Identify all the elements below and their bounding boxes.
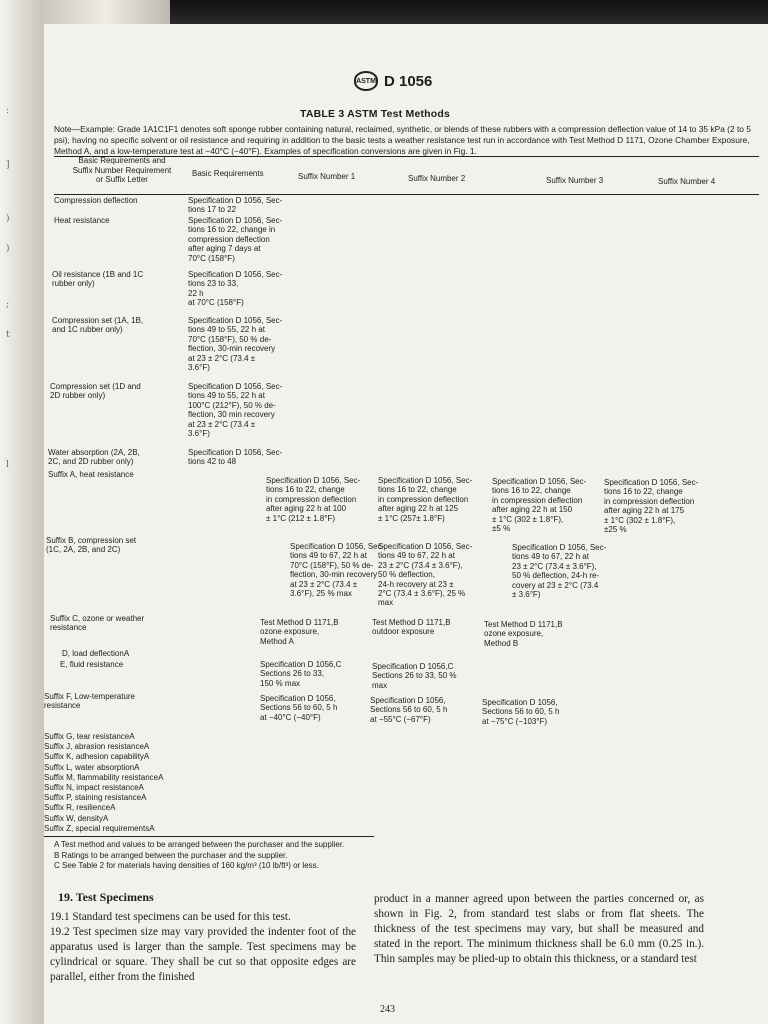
- basic-oil-resistance: Specification D 1056, Sec- tions 23 to 33, 22 h at 70°C (158°F): [188, 270, 283, 308]
- suffix-b-number-1: Specification D 1056, Sec- tions 49 to 67, 22 h at 70°C (158°F), 50 % de- flection, 30-min recovery at 23 ± 2°C (73.4 ± 3.6°F), 25 % max: [290, 542, 385, 599]
- row-label-suffix-a: Suffix A, heat resistance: [48, 470, 134, 479]
- column-header-basic: Basic Requirements: [192, 169, 264, 178]
- suffix-f-number-3: Specification D 1056, Sections 56 to 60, 5 h at −75°C (−103°F): [482, 698, 560, 726]
- column-header-requirement: Basic Requirements and Suffix Number Requirement or Suffix Letter: [72, 156, 172, 184]
- column-header-suffix-3: Suffix Number 3: [546, 176, 604, 185]
- footnote-a: A Test method and values to be arranged between the purchaser and the supplier.: [54, 840, 345, 849]
- suffix-a-number-1: Specification D 1056, Sec- tions 16 to 22, change in compression deflection after aging 22 h at 100 ± 1°C (212 ± 1.8°F): [266, 476, 361, 523]
- suffix-f-number-2: Specification D 1056, Sections 56 to 60, 5 h at −55°C (−67°F): [370, 696, 448, 724]
- row-label-compression-set-2: Compression set (1D and 2D rubber only): [50, 382, 141, 401]
- footnote-c: C See Table 2 for materials having densities of 160 kg/m³ (10 lb/ft³) or less.: [54, 861, 319, 870]
- suffix-a-number-2: Specification D 1056, Sec- tions 16 to 22, change in compression deflection after aging 22 h at 125 ± 1°C (257± 1.8°F): [378, 476, 473, 523]
- row-label-oil-resistance: Oil resistance (1B and 1C rubber only): [52, 270, 144, 289]
- astm-logo-icon: ASTM: [354, 71, 378, 91]
- basic-water-absorption: Specification D 1056, Sec- tions 42 to 48: [188, 448, 283, 467]
- row-label-water-absorption: Water absorption (2A, 2B, 2C, and 2D rubber only): [48, 448, 140, 467]
- column-header-suffix-1: Suffix Number 1: [298, 172, 356, 181]
- page-number: 243: [380, 1004, 395, 1015]
- table-header-rule: [54, 194, 759, 195]
- basic-compression-deflection: Specification D 1056, Sec- tions 17 to 22: [188, 196, 283, 215]
- row-label-suffix-d: D, load deflectionA: [62, 649, 130, 658]
- row-label-suffix-e: E, fluid resistance: [60, 660, 124, 669]
- suffix-list: Suffix G, tear resistanceA Suffix J, abrasion resistanceA Suffix K, adhesion capabilityA Suffix L, water absorptionA Suffix M, flammability resistanceA Suffix N, impact resistanceA Suffix P, staining resistanceA Suffix R, resilienceA Suffix W, densityA Suffix Z, special requirementsA: [44, 732, 164, 833]
- suffix-f-number-1: Specification D 1056, Sections 56 to 60, 5 h at −40°C (−40°F): [260, 694, 338, 722]
- scan-top-band-highlight: [40, 0, 170, 24]
- table-title: TABLE 3 ASTM Test Methods: [300, 108, 451, 120]
- document-page: [44, 24, 768, 1024]
- footnote-b: B Ratings to be arranged between the purchaser and the supplier.: [54, 850, 288, 860]
- table-footnotes: [54, 840, 344, 872]
- scan-binding-edge: : ] ) ) ; t l: [0, 0, 44, 1024]
- section-text-right: product in a manner agreed upon between the parties concerned or, as shown in Fig. 2, from standard test slabs or from flat sheets. The thickness of the test specimens may vary, but shall be measured and stated in the report. The minimum thickness shall be 6.0 mm (0.25 in.). Thin samples may be plied-up to obtain this thickness, or a standard test: [374, 893, 704, 965]
- suffix-c-number-1: Test Method D 1171,B ozone exposure, Method A: [260, 618, 339, 646]
- suffix-e-number-1: Specification D 1056,C Sections 26 to 33, 150 % max: [260, 660, 342, 688]
- suffix-c-number-2: Test Method D 1171,B outdoor exposure: [372, 618, 451, 637]
- standard-number: D 1056: [384, 72, 433, 90]
- row-label-suffix-b: Suffix B, compression set (1C, 2A, 2B, and 2C): [46, 536, 137, 555]
- row-label-compression-deflection: Compression deflection: [54, 196, 138, 205]
- table-bottom-rule: [44, 836, 374, 837]
- column-header-suffix-4: Suffix Number 4: [658, 177, 716, 186]
- section-heading: 19. Test Specimens: [58, 890, 154, 904]
- basic-heat-resistance: Specification D 1056, Sec- tions 16 to 22, change in compression deflection after aging 7 days at 70°C (158°F): [188, 216, 283, 263]
- row-label-suffix-c: Suffix C, ozone or weather resistance: [50, 614, 145, 633]
- row-label-suffix-f: Suffix F, Low-temperature resistance: [44, 692, 136, 711]
- basic-compression-set-1: Specification D 1056, Sec- tions 49 to 55, 22 h at 70°C (158°F), 50 % de- flection, 30-min recovery at 23 ± 2°C (73.4 ± 3.6°F): [188, 316, 283, 373]
- column-header-suffix-2: Suffix Number 2: [408, 174, 466, 183]
- suffix-e-number-2: Specification D 1056,C Sections 26 to 33, 50 % max: [372, 662, 457, 690]
- suffix-b-number-2: Specification D 1056, Sec- tions 49 to 67, 22 h at 23 ± 2°C (73.4 ± 3.6°F), 50 % deflection, 24-h recovery at 23 ± 2°C (73.4 ± 3.6°F), 25 % max: [378, 542, 473, 608]
- basic-compression-set-2: Specification D 1056, Sec- tions 49 to 55, 22 h at 100°C (212°F), 50 % de- flection, 30 min recovery at 23 ± 2°C (73.4 ± 3.6°F): [188, 382, 283, 439]
- document-header: [354, 70, 432, 92]
- suffix-a-number-4: Specification D 1056, Sec- tions 16 to 22, change in compression deflection after aging 22 h at 175 ± 1°C (302 ± 1.8°F), ±25 %: [604, 478, 699, 535]
- suffix-a-number-3: Specification D 1056, Sec- tions 16 to 22, change in compression deflection after aging 22 h at 150 ± 1°C (302 ± 1.8°F), ±5 %: [492, 477, 587, 534]
- section-text-left: 19.1 Standard test specimens can be used for this test. 19.2 Test specimen size may vary provided the indenter foot of the apparatus used is larger than the sample. Test specimens may be cylindrical or square. They shall be cut so that opposite edges are parallel, either from the finished: [50, 911, 356, 983]
- row-label-heat-resistance: Heat resistance: [54, 216, 110, 225]
- table-note: Note—Example: Grade 1A1C1F1 denotes soft sponge rubber containing natural, reclaimed, synthetic, or blends of these rubbers with a compression deflection value of 14 to 35 kPa (2 to 5 psi), having no specific solvent or oil resistance and requiring in addition to the basic tests a weather resistance test run in accordance with Test Method D 1171, Ozone Chamber Exposure, Method A, and a low-temperature test at −40°C (−40°F). Examples of specification conversions are given in Fig. 1.: [54, 124, 751, 156]
- suffix-c-number-3: Test Method D 1171,B ozone exposure, Method B: [484, 620, 563, 648]
- suffix-b-number-3: Specification D 1056, Sec- tions 49 to 67, 22 h at 23 ± 2°C (73.4 ± 3.6°F), 50 % deflection, 24-h re- covery at 23 ± 2°C (73.4 ± 3.6°F): [512, 543, 607, 600]
- row-label-compression-set-1: Compression set (1A, 1B, and 1C rubber only): [52, 316, 144, 335]
